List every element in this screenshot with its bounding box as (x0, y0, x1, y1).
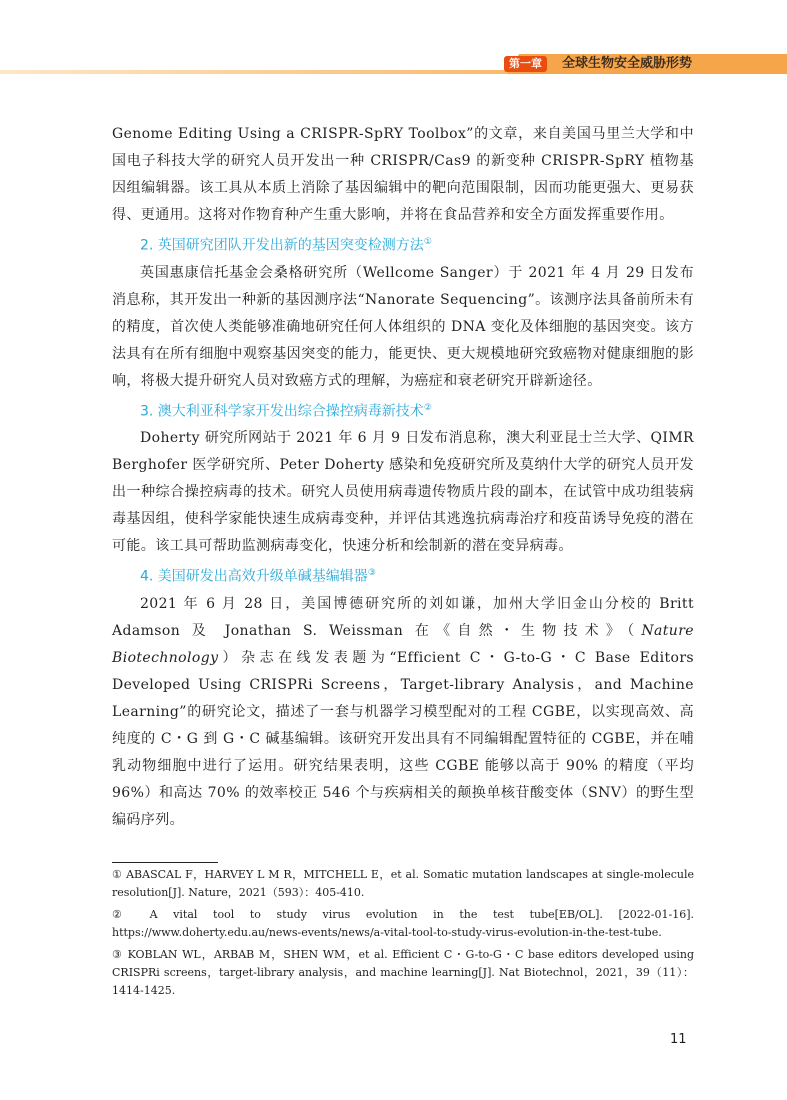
footnote-rule (112, 862, 218, 863)
chapter-title: 全球生物安全威胁形势 (562, 56, 693, 71)
footnote-ref-1[interactable]: ① (423, 237, 432, 247)
footnote-3: ③ KOBLAN WL，ARBAB M，SHEN WM，et al. Efficient C・G-to-G・C base editors developed using CRISPRi screens，target-library analysis，and machine learning[J]. Nat Biotechnol，2021，39（11）：1414-1425. (112, 948, 694, 997)
paragraph-doherty: Doherty 研究所网站于 2021 年 6 月 9 日发布消息称，澳大利亚昆士兰大学、QIMR Berghofer 医学研究所、Peter Doherty 感染和免疫研究所及莫纳什大学的研究人员开发出一种综合操控病毒的技术。研究人员使用病毒遗传物质片段的副本，在试管中成功组装病毒基因组，使科学家能快速生成病毒变种，并评估其逃逸抗病毒治疗和疫苗诱导免疫的潜在可能。该工具可帮助监测病毒变化，快速分析和绘制新的潜在变异病毒。 (112, 430, 694, 555)
section-heading-2-text: 2. 英国研究团队开发出新的基因突变检测方法 (140, 237, 424, 254)
section-heading-4-text: 4. 美国研发出高效升级单碱基编辑器 (140, 568, 368, 585)
footnotes (112, 866, 694, 1004)
running-header (0, 54, 787, 74)
paragraph-base-editor-part-b: ）杂志在线发表题为“Efficient C・G-to-G・C Base Editors Developed Using CRISPRi Screens，Target-library Analysis，and Machine Learning”的研究论文，描述了一套与机器学习模型配对的工程 CGBE，以实现高效、高纯度的 C・G 到 G・C 碱基编辑。该研究开发出具有不同编辑配置特征的 CGBE，并在哺乳动物细胞中进行了运用。研究结果表明，这些 CGBE 能够以高于 90% 的精度（平均 96%）和高达 70% 的效率校正 546 个与疾病相关的颠换单核苷酸变体（SNV）的野生型编码序列。 (112, 649, 694, 828)
body-text (112, 121, 694, 834)
paragraph-base-editor-part-a: 2021 年 6 月 28 日，美国博德研究所的刘如谦，加州大学旧金山分校的 Britt Adamson 及 Jonathan S. Weissman 在《自然・生物技术》（ (112, 595, 694, 639)
paragraph-base-editor (112, 591, 694, 834)
footnote-ref-3[interactable]: ③ (367, 568, 376, 579)
chapter-badge: 第一章 (504, 56, 547, 72)
section-heading-4 (112, 560, 694, 591)
section-heading-3-text: 3. 澳大利亚科学家开发出综合操控病毒新技术 (140, 403, 424, 420)
footnote-1: ① ABASCAL F，HARVEY L M R，MITCHELL E，et al. Somatic mutation landscapes at single-molecule resolution[J]. Nature，2021（593）：405-410. (112, 868, 694, 899)
section-heading-2 (112, 229, 694, 260)
footnote-2: ② A vital tool to study virus evolution in the test tube[EB/OL]. [2022-01-16]. https://www.doherty.edu.au/news-events/news/a-vital-tool-to-study-virus-evolution-in-the-test-tube. (112, 908, 694, 939)
header-rule (0, 70, 520, 74)
journal-name: Nature Biotechnology (112, 622, 694, 666)
section-heading-3 (112, 395, 694, 426)
paragraph-continued: Genome Editing Using a CRISPR-SpRY Toolbox”的文章，来自美国马里兰大学和中国电子科技大学的研究人员开发出一种 CRISPR/Cas9 的新变种 CRISPR-SpRY 植物基因组编辑器。该工具从本质上消除了基因编辑中的靶向范围限制，因而功能更强大、更易获得、更通用。这将对作物育种产生重大影响，并将在食品营养和安全方面发挥重要作用。 (112, 126, 694, 223)
page-number: 11 (670, 1032, 687, 1047)
footnote-ref-2[interactable]: ② (423, 402, 432, 413)
paragraph-sanger: 英国惠康信托基金会桑格研究所（Wellcome Sanger）于 2021 年 4 月 29 日发布消息称，其开发出一种新的基因测序法“Nanorate Sequencing”。该测序法具备前所未有的精度，首次使人类能够准确地研究任何人体组织的 DNA 变化及体细胞的基因突变。该方法具有在所有细胞中观察基因突变的能力，能更快、更大规模地研究致癌物对健康细胞的影响，将极大提升研究人员对致癌方式的理解，为癌症和衰老研究开辟新途径。 (112, 264, 694, 389)
